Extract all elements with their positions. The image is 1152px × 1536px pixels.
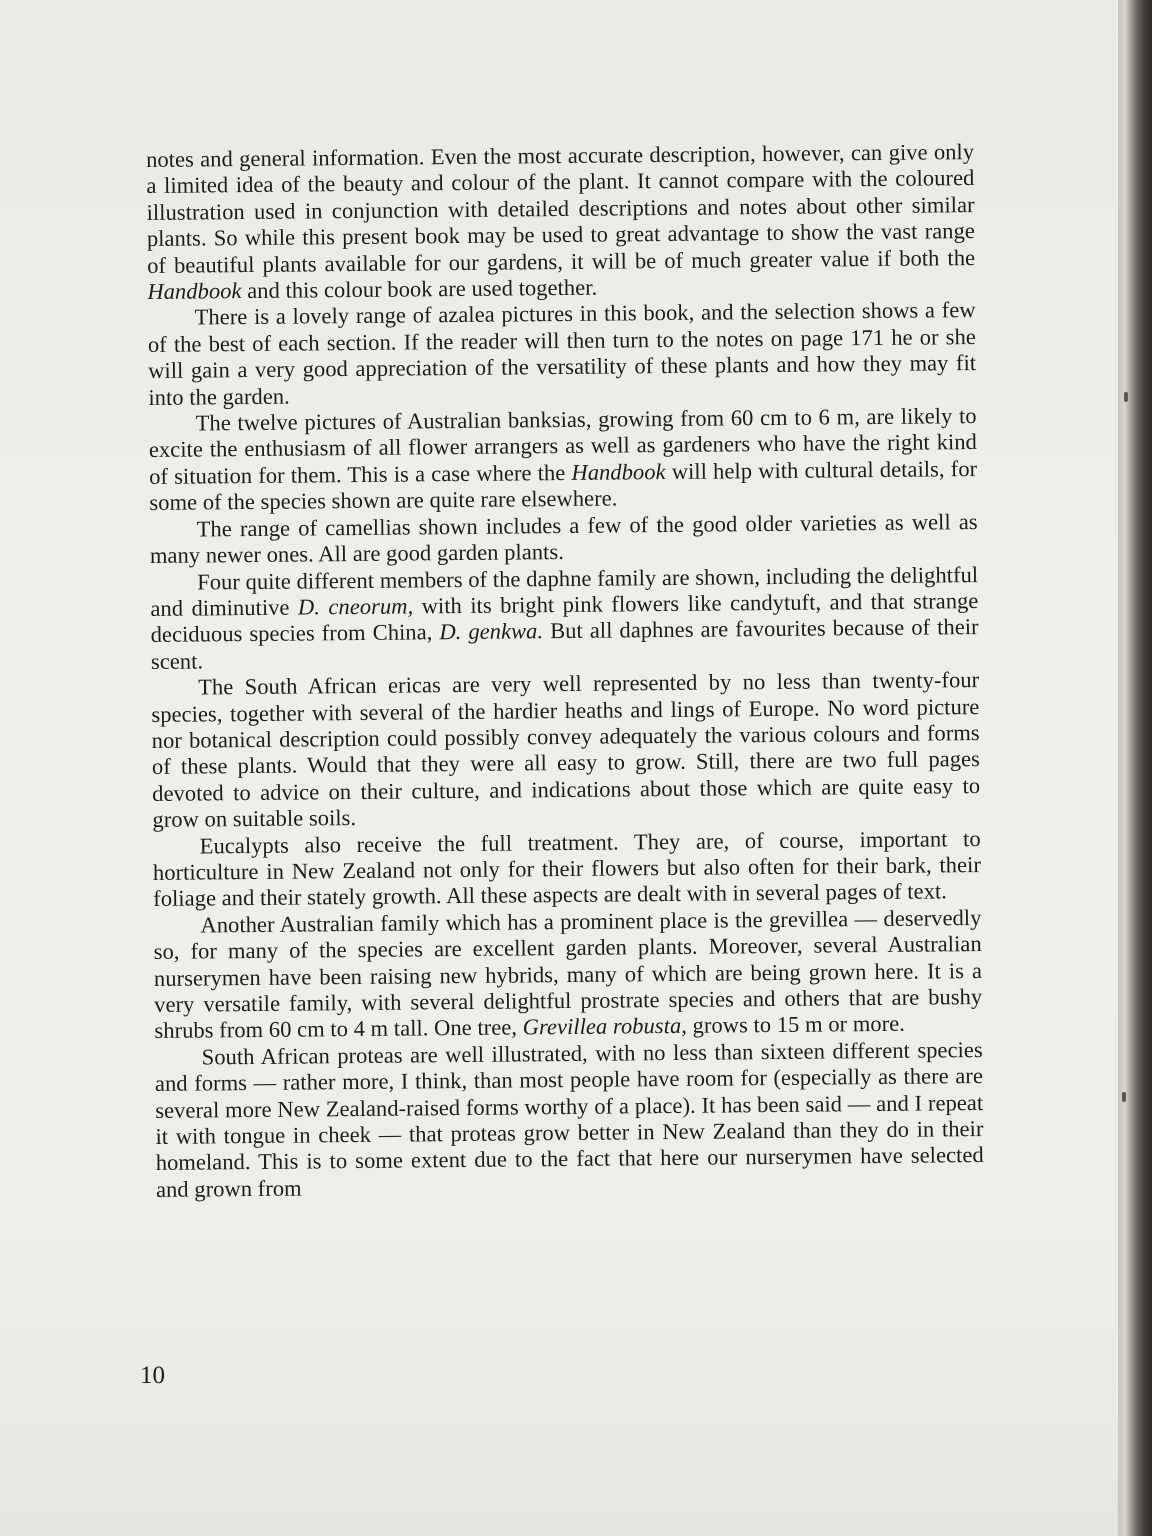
- edge-mark: [1124, 392, 1128, 402]
- edge-mark: [1122, 1092, 1126, 1102]
- paragraph: [151, 667, 980, 833]
- paragraph: [153, 905, 982, 1045]
- text-run: grows to 15 m or more.: [686, 1011, 906, 1039]
- paragraph: [155, 1037, 984, 1203]
- text-run: There is a lovely range of azalea pictures in this book, and the selection shows a few of the best of each section. If the reader will then turn to the notes on page 171 he or she will gain a very good appreciation of the versatility of these plants and how they may fit into the garden.: [147, 297, 977, 410]
- text-run: Four quite different members of the daphne family are shown, including the delightful and diminutive: [150, 561, 979, 621]
- text-run: with its bright pink flowers like candytuft, and that strange deciduous species from China,: [150, 587, 979, 648]
- italic-text: Grevillea robusta,: [522, 1013, 688, 1040]
- paragraph: [149, 403, 978, 517]
- text-run: South African proteas are well illustrated, with no less than sixteen different species and forms — rather more, I think, than most people have room for (especially as there are several more New Zealand-raised forms worthy of a place). It has been said — and I repeat it with tongue in cheek — that proteas grow better in New Zealand than they do in their homeland. This is to some extent due to the fact that here our nurserymen have selected and grown from: [154, 1036, 984, 1202]
- text-run: notes and general information. Even the most accurate description, however, can give only a limited idea of the beauty and colour of the plant. It cannot compare with the coloured illustration used in conjunction with detailed descriptions and notes about other similar plants. So while this present book may be used to great advantage to show the vast range of beautiful plants available for our gardens, it will be of much greater value if both the: [146, 139, 976, 278]
- paragraph: [153, 826, 982, 913]
- text-run: But all daphnes are favourites because of their scent.: [150, 614, 979, 674]
- text-run: will help with cultural details, for some of the species shown are quite rare elsewhere.: [149, 455, 978, 516]
- text-run: The range of camellias shown includes a few of the good older varieties as well as many newer ones. All are good garden plants.: [149, 508, 978, 569]
- italic-text: Handbook: [147, 278, 242, 305]
- paragraph: [146, 139, 975, 305]
- text-run: Another Australian family which has a prominent place is the grevillea — deservedly so, for many of the species are excellent garden plants. Moreover, several Australian nurserymen have been raising new hybrids, many of which are being grown here. It is a very versatile family, with several delightful prostrate species and others that are bushy shrubs from 60 cm to 4 m tall. One tree,: [153, 904, 983, 1044]
- page-number: 10: [140, 1362, 165, 1389]
- italic-text: Handbook: [571, 458, 666, 485]
- text-run: Eucalypts also receive the full treatment. They are, of course, important to horticulture in New Zealand not only for their flowers but also often for their bark, their foliage and their stately growth. All these aspects are dealt with in several pages of text.: [152, 825, 982, 912]
- body-text: [146, 139, 984, 1203]
- text-run: and this colour book are used together.: [241, 274, 598, 304]
- italic-text: D. genkwa.: [439, 618, 544, 645]
- text-run: The South African ericas are very well represented by no less than twenty-four species, together with several of the hardier heaths and lings of Europe. No word picture nor botanical description could possibly convey adequately the various colours and forms of these plants. Would that they were all easy to grow. Still, there are two full pages devoted to advice on their culture, and indications about those which are quite easy to grow on suitable soils.: [151, 667, 981, 833]
- text-run: The twelve pictures of Australian banksias, growing from 60 cm to 6 m, are likely to excite the enthusiasm of all flower arrangers as well as gardeners who have the right kind of situation for them. This is a case where the: [148, 403, 977, 489]
- paragraph: [150, 562, 979, 676]
- paragraph: [150, 509, 978, 570]
- italic-text: D. cneorum,: [297, 593, 414, 620]
- paragraph: [148, 297, 977, 411]
- book-edge: [1118, 0, 1152, 1536]
